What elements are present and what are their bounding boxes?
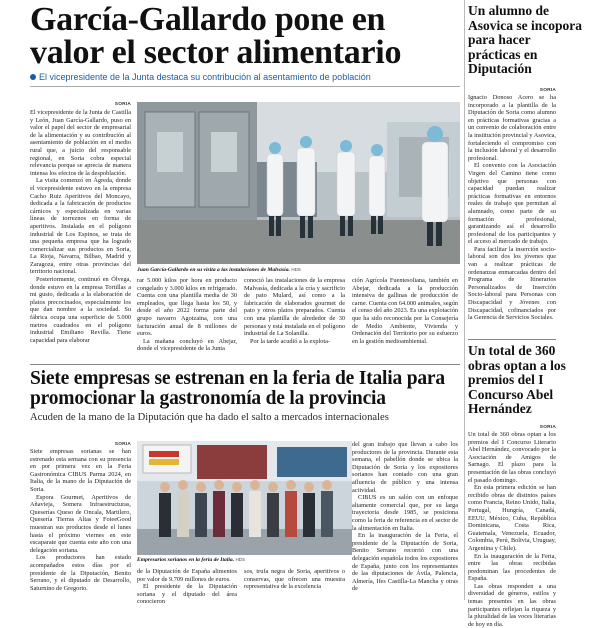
article1-photo	[137, 102, 460, 264]
paragraph: Un total de 360 obras optan a los premios del I Concurso Literario Abel Hernández, convocado por la Asociación de Amigos de Sarnago. El plazo para la presentación de las obras concluyó el pasado domingo.	[468, 431, 556, 484]
article1-subhead-text: El vicepresidente de la Junta destaca su contribución al asentamiento de población	[39, 72, 371, 82]
paragraph: El presidente de la Diputación soriana y el diputado del área conocieron	[137, 583, 237, 606]
sidebar1-location: SORIA	[539, 88, 556, 93]
paragraph: sos, trufa negra de Soria, aperitivos o conservas, que ofrecen una muestra representativa de la excelencia	[244, 568, 345, 591]
paragraph: Ignacio Donoso Acero se ha incorporado a la plantilla de la Diputación de Soria como alumno en prácticas formativas gracias a un convenio de colaboración entre la institución provincial y Asovica, fortaleciendo el compromiso con la inclusión laboral y el desarrollo profesional.	[468, 94, 556, 162]
section-divider	[30, 364, 460, 365]
sidebar2-headline: Un total de 360 obras optan a los premios del I Concurso Abel Hernández	[468, 343, 566, 416]
article1-photo-caption	[137, 267, 460, 273]
paragraph: En la inauguración de la Feria, entre las obras recibidas predominan las procedentes de España.	[468, 552, 556, 583]
paragraph: Las obras responden a una diversidad de géneros, estilos y temas presentes en las obras participantes reflejan la riqueza y la pluralidad de las voces literarias de hoy en día.	[468, 582, 556, 628]
paragraph: El vicepresidente de la Junta de Castilla y León, Juan García-Gallardo, puso en valor el papel del sector de empresarial de la alimentación y su contribución al asentamiento de población en el medio rural que, a juicio del responsable regional, en Soria cobra especial relevancia porque se aprecia de manera intensa los efectos de la despoblación.	[30, 109, 131, 177]
photo-credit: HDS	[291, 267, 301, 272]
paragraph: rar 5.000 kilos por hora en producto congelado y 3.000 kilos en refrigerado. Cuenta con una plantilla media de 30 empleados, que llega hasta los 50, y desde el año 2022 forma parte del grupo navarro Agotzaina, con una facturación anual de 8 millones de euros.	[137, 277, 237, 338]
caption-text: Juan García-Gallardo en su visita a las instalaciones de Malvasía.	[137, 267, 290, 273]
sidebar-divider	[464, 0, 465, 600]
paragraph: El convenio con la Asociación Virgen del Camino tiene como objetivo que personas con capacidad puedan realizar prácticas formativas en entornos reales de trabajo que permitan al alumnado, como parte de su formación profesional, garantizando así el desarrollo profesional de los participantes y el acceso al mercado de trabajo.	[468, 162, 556, 246]
paragraph: del gran trabajo que llevan a cabo los productores de la provincia. Durante esta semana, el pabellón donde se ubica la Diputación de Soria y los expositores sorianos han contado con una gran afluencia de público y una intensa actividad.	[352, 441, 458, 494]
article2-subhead: Acuden de la mano de la Diputación que ha dado el salto a mercados internacionales	[30, 412, 389, 423]
paragraph: Espora Gourmet, Aperitivos de Añavieja, Somera Infraestructuras, Queserías Queso de Oncala, Martilero, Quesería Tierras Altas y FoieeGood muestran sus productos desde el lunes hasta el próximo viernes en este escaparate que cuenta este año con una delegación soriana.	[30, 493, 131, 554]
article1-column-4	[352, 277, 458, 359]
paragraph: ción Agrícola Fuentesoliana, también en Abejar, dedicada a la producción intensiva de gallinas de producción de carne. Cuenta con 64.000 animales, según el censo del año 2023. Es una explotación que ha sido reconocida por la Consejería de Medio Ambiente, Vivienda y Ordenación del Territorio por su esfuerzo en la gestión medioambiental.	[352, 277, 458, 345]
article1-headline	[30, 3, 460, 69]
article2-headline-line2: promocionar la gastronomía de la provincia	[30, 388, 386, 409]
photo-credit: HDS	[235, 557, 246, 562]
article2-photo	[137, 441, 352, 555]
sidebar1-column	[468, 94, 556, 344]
article2-headline-line1: Siete empresas se estrenan en la feria de Italia para	[30, 368, 445, 389]
paragraph: La visita comenzó en Ágreda, donde el vicepresidente estuvo en la empresa Cacho Ruiz Aperitivos del Moncayo, dedicada a la fabricación de productos cárnicos y especializada en varias líneas de torreznos en forma de aperitivos. Instalada en el polígono industrial de Los Espinos, se trata de una pequeña empresa que ha logrado comercializar sus productos en Soria, La Rioja, Navarra, Bilbao, Madrid y Zaragoza, entre otras provincias del territorio nacional.	[30, 177, 131, 276]
article1-subhead	[30, 72, 470, 82]
paragraph: conoció las instalaciones de la empresa Malvasía, dedicada a la cría y sacrificio de pato Mulard, así como a la fabricación de elaborados gourmet de pato y otros platos preparados. Cuenta con una plantilla de alrededor de 30 personas y está instalada en el polígono industrial de La Solanilla.	[244, 277, 345, 338]
article1-column-2	[137, 277, 237, 359]
paragraph: Para facilitar la inserción socio-laboral son dos los jóvenes que van a realizar prácticas de ordenanzas enmarcadas dentro del Programa de Itinerarios Personalizados de Inserción Socio-laboral para Personas con Discapacidad y Jóvenes con Discapacidad, cofinanciados por la Gerencia de Servicios Sociales.	[468, 245, 556, 322]
paragraph: La mañana concluyó en Abejar, donde el vicepresidente de la Junta	[137, 337, 237, 353]
article1-column-3	[244, 277, 345, 359]
bullet-icon	[30, 74, 36, 80]
article1-headline-line2: valor el sector alimentario	[30, 34, 402, 71]
article2-headline	[30, 369, 470, 409]
fair-group-illustration	[137, 441, 352, 555]
article1-headline-line1: García-Gallardo pone en	[30, 1, 386, 38]
sidebar2-location: SORIA	[539, 425, 556, 430]
sidebar2-column	[468, 431, 556, 628]
caption-text: Empresarios sorianos en la feria de Italia.	[137, 557, 235, 563]
article2-location: SORIA	[114, 442, 131, 447]
sidebar-section-divider	[468, 339, 556, 340]
article1-location: SORIA	[114, 102, 131, 107]
paragraph: Por la tarde acudió a la explota-	[250, 337, 331, 345]
article1-column-1	[30, 109, 131, 359]
article2-column-4	[352, 441, 458, 600]
paragraph: CIBUS es un salón con un enfoque altamente comercial que, por su larga trayectoria desde 1985, se posiciona como la feria de referencia en el sector de la alimentación en Italia.	[352, 494, 458, 532]
paragraph: Siete empresas sorianas se han estrenado esta semana con su presencia en por primera vez en la Feria Gastronómica CIBUS Parma 2024, en Italia, de la mano de la Diputación de Soria.	[30, 448, 131, 493]
article2-column-3	[244, 568, 345, 600]
paragraph: Los productores han estado acompañados estos días por el presidente de la Diputación, Benito Serrano, y el diputado de Desarrollo, Saturnino de Gregorio.	[30, 554, 131, 592]
factory-visit-illustration	[137, 102, 460, 264]
paragraph: de la Diputación de España alimentos por valor de 9.709 millones de euros.	[137, 568, 237, 583]
sidebar1-headline: Un alumno de Asovica se incopora para hacer prácticas en Diputación	[468, 3, 582, 76]
paragraph: En esta primera edición se han recibido obras de distintos países como Francia, Reino Unido, Italia, Portugal, Hungría, Canadá, EEUU, México, Cuba, República Dominicana, Costa Rica, Guatemala, Venezuela, Ecuador, Colombia, Perú, Bolivia, Uruguay, Argentina y Chile).	[468, 484, 556, 552]
paragraph: En la inauguración de la Feria, el presidente de la Diputación de Soria, Benito Serrano recorrió con una delegación española todos los expositores de España, junto con los representantes de las diputaciones de Ávila, Palencia, Almería, Ifes Castilla-La Mancha y otras de	[352, 532, 458, 593]
divider	[30, 86, 460, 87]
article2-column-1	[30, 448, 131, 600]
article2-column-2	[137, 568, 237, 606]
article2-photo-caption	[137, 557, 352, 563]
paragraph: Posteriormente, continuó en Ólvega, donde estuvo en la empresa Tortillas a mi gusto, dedicada a la elaboración de platos precocinados, especialmente los que dan nombre a la sociedad. Su fábrica ocupa una superficie de 5.000 metros cuadrados en el polígono industrial Emiliano Revilla. Tiene capacidad para elaborar	[30, 276, 131, 344]
